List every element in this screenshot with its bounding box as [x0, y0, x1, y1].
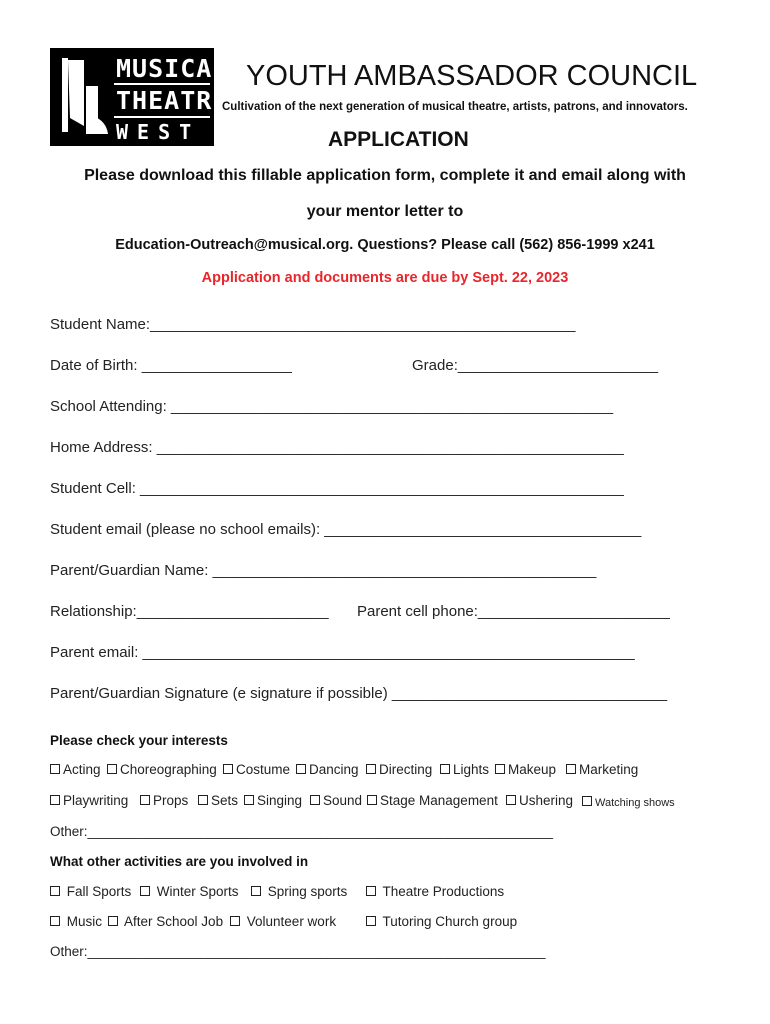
signature-field[interactable]: Parent/Guardian Signature (e signature if possible) _________________________________: [50, 685, 668, 702]
interest-makeup[interactable]: Makeup: [495, 762, 556, 777]
interest-sound[interactable]: Sound: [310, 793, 362, 808]
checkbox-icon: [495, 764, 505, 774]
instruction-line-1: Please download this fillable application form, complete it and email along with: [84, 167, 686, 184]
checkbox-icon: [108, 916, 118, 926]
checkbox-icon: [582, 796, 592, 806]
interest-stage-management[interactable]: Stage Management: [367, 793, 498, 808]
interest-dancing[interactable]: Dancing: [296, 762, 359, 777]
checkbox-icon: [366, 886, 376, 896]
activities-other-field[interactable]: Other:_____________________________________________________________: [50, 944, 546, 959]
interest-costume[interactable]: Costume: [223, 762, 290, 777]
checkbox-icon: [296, 764, 306, 774]
activity-volunteer-work[interactable]: Volunteer work: [230, 914, 336, 929]
parent-cell-field[interactable]: Parent cell phone:_______________________: [357, 603, 670, 620]
parent-name-field[interactable]: Parent/Guardian Name: ______________________________________________: [50, 562, 597, 579]
checkbox-icon: [251, 886, 261, 896]
parent-email-field[interactable]: Parent email: ___________________________________________________________: [50, 644, 635, 661]
checkbox-icon: [366, 916, 376, 926]
relationship-field[interactable]: Relationship:_______________________: [50, 603, 329, 620]
interest-sets[interactable]: Sets: [198, 793, 238, 808]
page-subtitle: Cultivation of the next generation of musical theatre, artists, patrons, and innovators.: [222, 101, 688, 113]
instruction-line-2: your mentor letter to: [306, 203, 464, 220]
student-name-field[interactable]: Student Name:___________________________________________________: [50, 316, 576, 333]
student-cell-field[interactable]: Student Cell: __________________________________________________________: [50, 480, 624, 497]
activity-music[interactable]: Music: [50, 914, 102, 929]
activity-fall-sports[interactable]: Fall Sports: [50, 884, 131, 899]
checkbox-icon: [310, 795, 320, 805]
checkbox-icon: [566, 764, 576, 774]
interest-ushering[interactable]: Ushering: [506, 793, 573, 808]
logo-word-musical: MUSICAL: [116, 54, 229, 83]
musical-theatre-west-logo: [50, 48, 229, 146]
interest-marketing[interactable]: Marketing: [566, 762, 638, 777]
activities-heading: What other activities are you involved in: [50, 854, 309, 869]
interest-watching-shows[interactable]: Watching shows: [582, 794, 675, 809]
activity-theatre-productions[interactable]: Theatre Productions: [366, 884, 504, 899]
interest-lights[interactable]: Lights: [440, 762, 489, 777]
activity-winter-sports[interactable]: Winter Sports: [140, 884, 239, 899]
activity-after-school-job[interactable]: After School Job: [108, 914, 223, 929]
checkbox-icon: [440, 764, 450, 774]
checkbox-icon: [50, 795, 60, 805]
logo-word-theatre: THEATRE: [116, 86, 229, 115]
form-name: APPLICATION: [328, 128, 469, 151]
interest-singing[interactable]: Singing: [244, 793, 302, 808]
grade-field[interactable]: Grade:________________________: [412, 357, 659, 374]
activity-tutoring-church-group[interactable]: Tutoring Church group: [366, 914, 517, 929]
checkbox-icon: [367, 795, 377, 805]
interests-heading: Please check your interests: [50, 733, 228, 748]
instruction-line-3: Education-Outreach@musical.org. Questions? Please call (562) 856-1999 x241: [115, 237, 655, 253]
due-date-notice: Application and documents are due by Sept. 22, 2023: [201, 270, 569, 286]
logo-word-west: WEST: [116, 120, 201, 144]
interest-playwriting[interactable]: Playwriting: [50, 793, 128, 808]
date-of-birth-field[interactable]: Date of Birth: __________________: [50, 357, 292, 374]
activity-spring-sports[interactable]: Spring sports: [251, 884, 347, 899]
school-field[interactable]: School Attending: _____________________________________________________: [50, 398, 614, 415]
interest-props[interactable]: Props: [140, 793, 188, 808]
checkbox-icon: [230, 916, 240, 926]
checkbox-icon: [50, 916, 60, 926]
interest-choreographing[interactable]: Choreographing: [107, 762, 217, 777]
checkbox-icon: [50, 764, 60, 774]
checkbox-icon: [366, 764, 376, 774]
checkbox-icon: [107, 764, 117, 774]
home-address-field[interactable]: Home Address: ________________________________________________________: [50, 439, 624, 456]
student-email-field[interactable]: Student email (please no school emails): ______________________________________: [50, 521, 642, 538]
checkbox-icon: [506, 795, 516, 805]
checkbox-icon: [198, 795, 208, 805]
page-title: YOUTH AMBASSADOR COUNCIL: [246, 60, 698, 92]
interest-acting[interactable]: Acting: [50, 762, 101, 777]
interest-directing[interactable]: Directing: [366, 762, 432, 777]
checkbox-icon: [140, 795, 150, 805]
checkbox-icon: [244, 795, 254, 805]
checkbox-icon: [140, 886, 150, 896]
interests-other-field[interactable]: Other:______________________________________________________________: [50, 824, 554, 839]
checkbox-icon: [223, 764, 233, 774]
music-note-icon: [58, 56, 110, 138]
checkbox-icon: [50, 886, 60, 896]
